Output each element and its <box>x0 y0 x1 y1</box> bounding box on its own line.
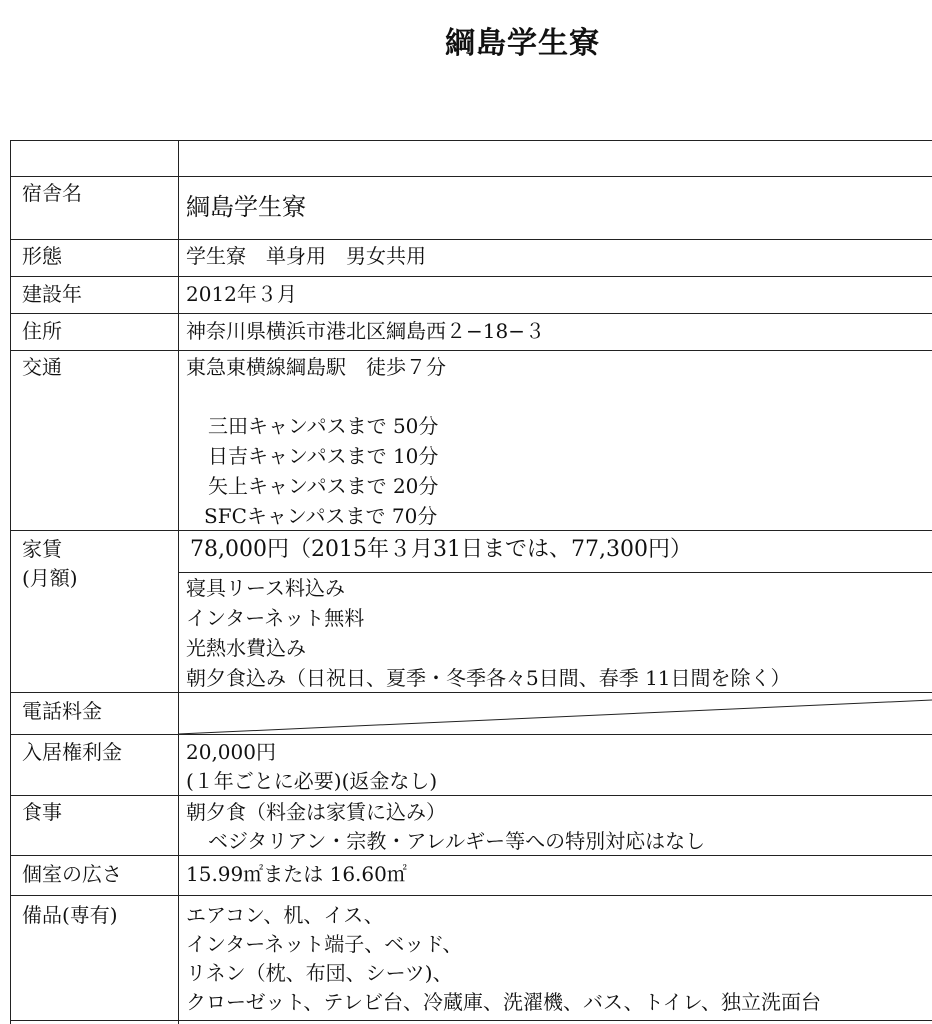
value-equipment: リネン（枕、布団、シーツ)、 <box>186 961 453 985</box>
label-equipment: 備品(専有) <box>22 903 118 927</box>
value-campus-time: SFCキャンパスまで 70分 <box>204 504 438 528</box>
label-dorm-name: 宿舎名 <box>22 181 82 205</box>
label-type: 形態 <box>22 244 62 268</box>
label-rent-monthly: (月額) <box>22 566 78 590</box>
value-meals: 朝夕食（料金は家賃に込み） <box>186 800 446 824</box>
value-campus-time: 日吉キャンパスまで 10分 <box>208 444 439 468</box>
value-rent-note: 寝具リース料込み <box>186 576 345 600</box>
value-campus-time: 矢上キャンパスまで 20分 <box>208 474 439 498</box>
value-campus-time: 三田キャンパスまで 50分 <box>208 414 439 438</box>
label-built: 建設年 <box>22 282 82 306</box>
value-key-money: 20,000円 <box>186 740 276 764</box>
value-equipment: エアコン、机、イス、 <box>186 903 384 927</box>
page-title: 綱島学生寮 <box>445 26 600 61</box>
value-equipment: クローゼット、テレビ台、冷蔵庫、洗濯機、バス、トイレ、独立洗面台 <box>186 990 821 1014</box>
value-equipment: インターネット端子、ベッド、 <box>186 932 463 956</box>
value-dorm-name: 綱島学生寮 <box>186 193 306 221</box>
value-built: 2012年３月 <box>186 282 297 306</box>
value-rent-note: 光熱水費込み <box>186 636 306 660</box>
value-meals-note: ベジタリアン・宗教・アレルギー等への特別対応はなし <box>208 829 706 853</box>
label-phone-fee: 電話料金 <box>22 699 102 723</box>
label-room-size: 個室の広さ <box>22 862 122 886</box>
label-rent: 家賃 <box>22 537 62 561</box>
value-type: 学生寮 単身用 男女共用 <box>186 244 426 268</box>
value-station: 東急東横線綱島駅 徒歩７分 <box>186 355 446 379</box>
label-address: 住所 <box>22 319 62 343</box>
value-key-money-note: (１年ごとに必要)(返金なし) <box>186 769 438 793</box>
value-rent-amount: 78,000円（2015年３月31日までは、77,300円） <box>190 537 692 562</box>
label-meals: 食事 <box>22 800 62 824</box>
value-rent-note: 朝夕食込み（日祝日、夏季・冬季各々5日間、春季 11日間を除く） <box>186 666 791 690</box>
label-access: 交通 <box>22 355 62 379</box>
value-rent-note: インターネット無料 <box>186 606 365 630</box>
value-room-size: 15.99㎡または 16.60㎡ <box>186 862 407 886</box>
value-address: 神奈川県横浜市港北区綱島西２−18−３ <box>186 319 545 343</box>
label-key-money: 入居権利金 <box>22 740 122 764</box>
